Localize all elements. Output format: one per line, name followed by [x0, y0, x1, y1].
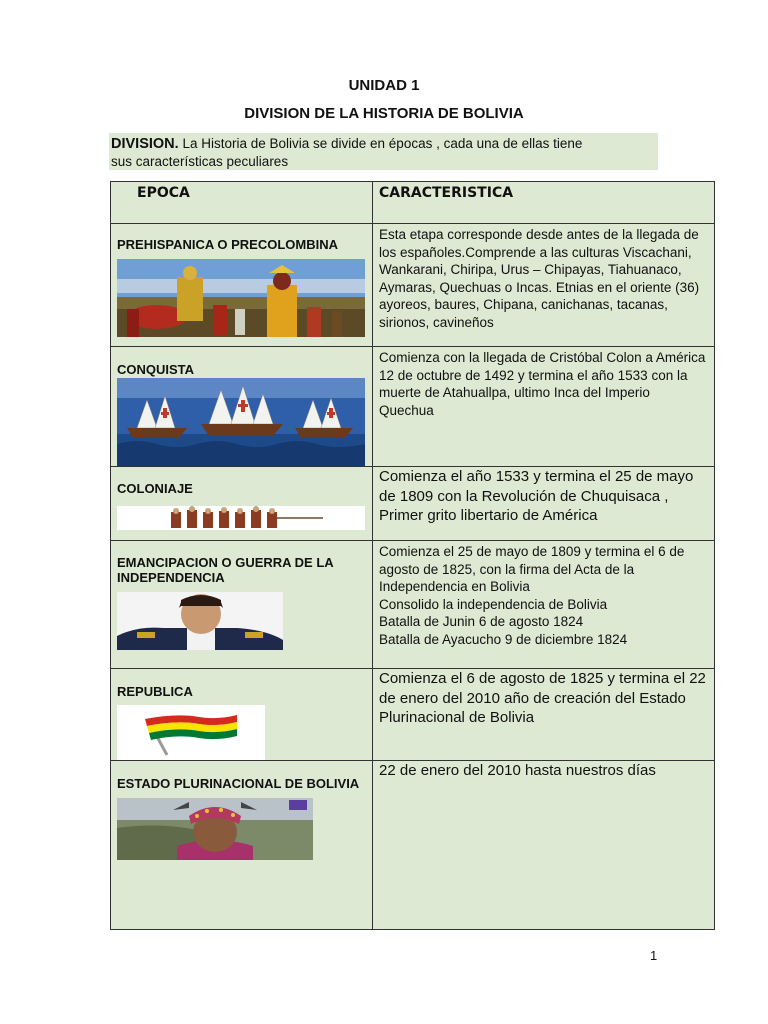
epoch-cell	[111, 761, 373, 930]
epoch-description: 22 de enero del 2010 hasta nuestros días	[379, 762, 656, 779]
document-title: DIVISION DE LA HISTORIA DE BOLIVIA	[244, 105, 524, 122]
epoch-cell	[111, 224, 373, 347]
table-header-row	[111, 182, 715, 224]
epoch-name: EMANCIPACION O GUERRA DE LA INDEPENDENCIA	[117, 555, 334, 585]
description-line: Comienza el 25 de mayo de 1809 y termina el 6 de agosto de 1825, con la firma del Acta de la Independencia en Bolivia	[379, 544, 685, 595]
description-cell	[373, 669, 715, 761]
description-cell	[373, 761, 715, 930]
description-line: Batalla de Ayacucho 9 de diciembre 1824	[379, 631, 628, 647]
epoch-description: Comienza con la llegada de Cristóbal Colon a América 12 de octubre de 1492 y termina el año 1533 con la muerte de Atahuallpa, ultimo Inca del Imperio Quechua	[379, 350, 706, 418]
table-row	[111, 761, 715, 930]
table-row	[111, 541, 715, 669]
table-row	[111, 467, 715, 541]
inca-warriors-image	[117, 259, 365, 337]
history-table	[110, 181, 715, 930]
epoch-cell	[111, 347, 373, 467]
epoch-description: Comienza el 6 de agosto de 1825 y termina el 22 de enero del 2010 año de creación del Estado Plurinacional de Bolivia	[379, 670, 706, 726]
epoch-description	[373, 541, 714, 651]
table-row	[111, 224, 715, 347]
unit-title: UNIDAD 1	[348, 77, 420, 94]
colonial-soldiers-image	[117, 506, 365, 530]
indigenous-leader-portrait	[117, 798, 313, 860]
epoch-description: Comienza el año 1533 y termina el 25 de mayo de 1809 con la Revolución de Chuquisaca , Primer grito libertario de América	[379, 468, 694, 524]
epoch-name: COLONIAJE	[117, 481, 193, 496]
header-epoca: EPOCA	[111, 182, 373, 224]
epoch-description: Esta etapa corresponde desde antes de la llegada de los españoles.Comprende a las culturas Viscachani, Wankarani, Chiripa, Urus – Chipayas, Tiahuanaco, Aymaras, Quechuas o Incas. Etnias en el oriente (36) ayoreos, baures, Chipana, canichanas, tacanas, sirionos, cavineños	[379, 227, 700, 330]
description-cell	[373, 467, 715, 541]
table-row	[111, 669, 715, 761]
epoch-name: ESTADO PLURINACIONAL DE BOLIVIA	[117, 776, 360, 791]
intro-text-line2: sus características peculiares	[111, 154, 289, 169]
epoch-cell	[111, 669, 373, 761]
intro-lead: DIVISION.	[111, 136, 179, 152]
table-row	[111, 347, 715, 467]
caravels-ships-image	[117, 378, 365, 466]
bolivia-flag-image	[117, 705, 265, 760]
description-cell	[373, 347, 715, 467]
intro-paragraph	[109, 133, 658, 170]
intro-text-line1: La Historia de Bolivia se divide en épocas , cada una de ellas tiene	[178, 136, 583, 151]
description-line: Batalla de Junin 6 de agosto 1824	[379, 614, 584, 630]
independence-hero-portrait	[117, 592, 283, 650]
description-cell	[373, 224, 715, 347]
epoch-cell	[111, 467, 373, 541]
header-caracteristica: CARACTERISTICA	[373, 182, 715, 224]
epoch-name: REPUBLICA	[117, 684, 193, 699]
description-cell	[373, 541, 715, 669]
epoch-cell	[111, 541, 373, 669]
epoch-name: CONQUISTA	[117, 362, 195, 377]
description-line: Consolido la independencia de Bolivia	[379, 596, 608, 612]
epoch-name: PREHISPANICA O PRECOLOMBINA	[117, 237, 339, 252]
page-number: 1	[650, 948, 658, 963]
